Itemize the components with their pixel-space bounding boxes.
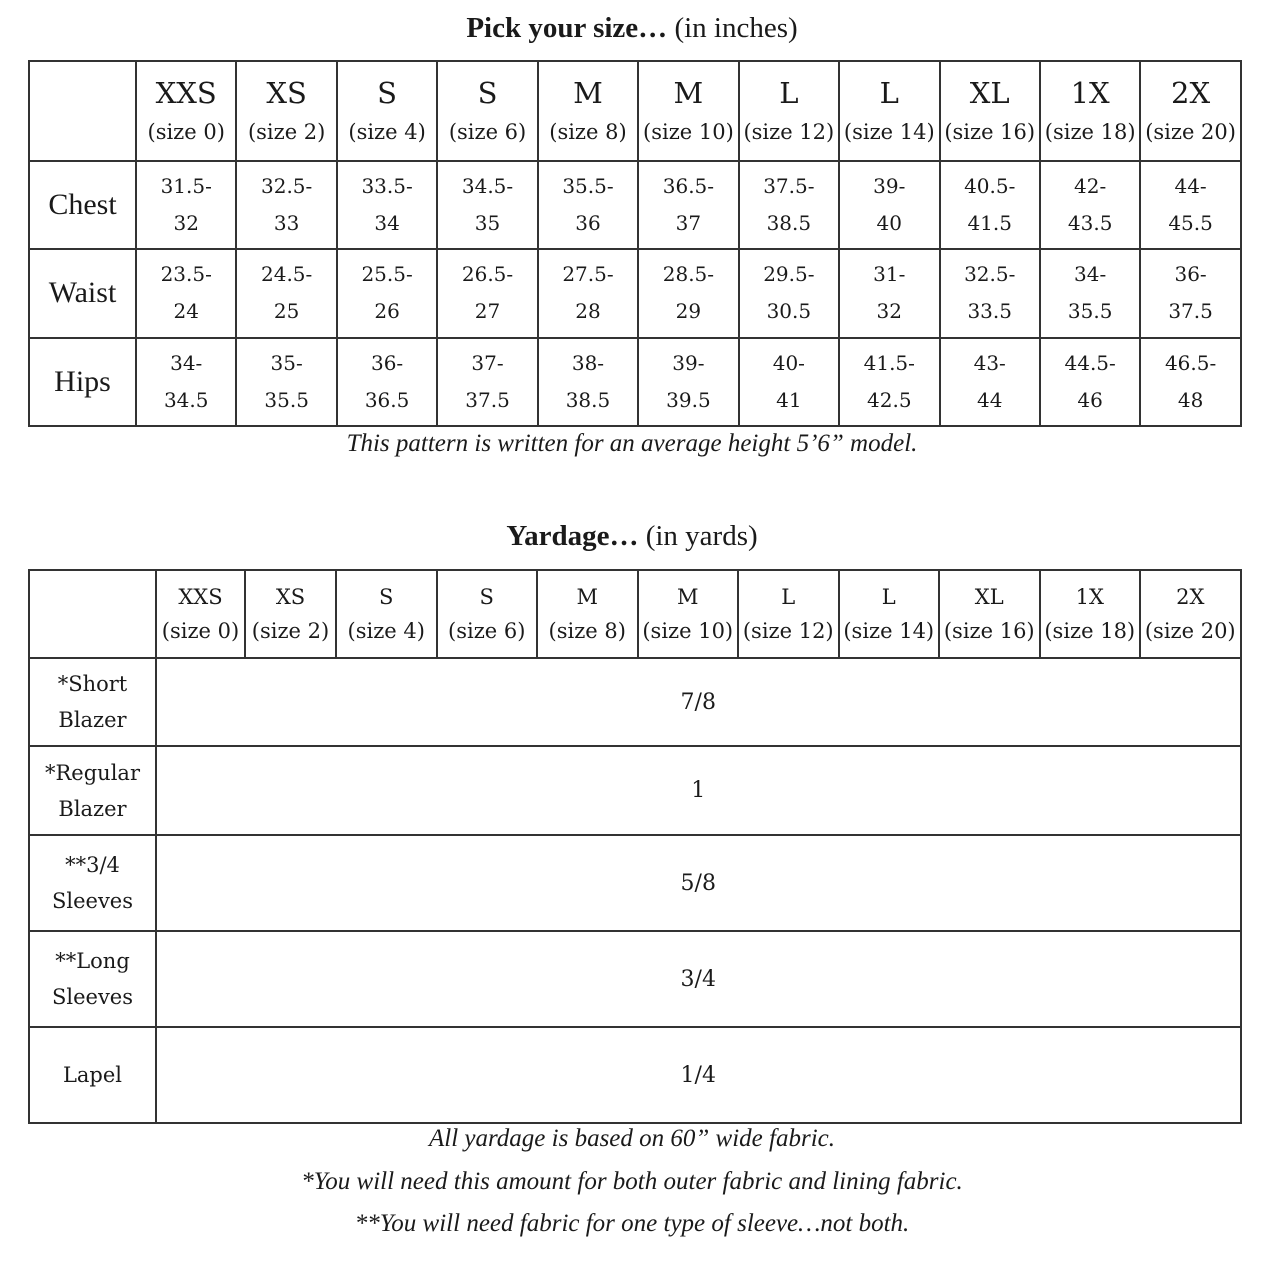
measurement-cell [337, 161, 437, 249]
size-column-header [136, 61, 236, 161]
measurement-value-line: 41.5- [863, 350, 915, 375]
yardage-row [29, 746, 1241, 835]
size-number: (size 8) [548, 619, 626, 643]
measurement-cell [940, 249, 1040, 337]
measurement-row [29, 161, 1241, 249]
yardage-row [29, 658, 1241, 746]
size-number: (size 6) [448, 120, 527, 144]
measurement-cell [1040, 249, 1140, 337]
size-column-header [437, 61, 537, 161]
yardage-item-label-line: *Regular [45, 760, 140, 785]
measurement-cell [1040, 161, 1140, 249]
measurement-value-line: 37.5 [465, 387, 510, 412]
size-number: (size 18) [1044, 120, 1136, 144]
measurement-value-line: 44- [1174, 174, 1207, 199]
size-number: (size 12) [743, 120, 835, 144]
size-column-header [236, 61, 336, 161]
measurement-value-line: 29.5- [763, 262, 815, 287]
size-column-header [538, 61, 638, 161]
measurement-value-line: 41 [776, 387, 802, 412]
size-label: M [573, 76, 603, 110]
size-label: XL [969, 76, 1010, 110]
size-number: (size 16) [943, 619, 1035, 643]
measurement-value-line: 30.5 [766, 299, 812, 324]
measurement-value-line: 35- [270, 350, 303, 375]
measurement-cell [638, 161, 738, 249]
size-number: (size 16) [944, 120, 1036, 144]
measurement-label: Chest [29, 161, 136, 249]
measurement-value-line: 43- [973, 350, 1006, 375]
size-number: (size 2) [247, 120, 326, 144]
size-column-header [839, 61, 939, 161]
yardage-column-header [437, 570, 538, 658]
measurement-value-line: 40- [772, 350, 805, 375]
measurement-value-line: 48 [1177, 387, 1204, 412]
size-label: XXS [178, 585, 223, 609]
yardage-column-header [738, 570, 839, 658]
yardage-column-header [839, 570, 940, 658]
measurement-value-line: 27.5- [562, 262, 614, 287]
yardage-column-header [638, 570, 739, 658]
measurement-value-line: 32.5- [261, 174, 313, 199]
yardage-column-header [939, 570, 1040, 658]
measurement-value-line: 39- [672, 350, 705, 375]
yardage-item-label-line: **Long [55, 949, 130, 973]
measurement-value-line: 36- [1174, 262, 1207, 287]
yardage-item-label-line: Sleeves [51, 985, 134, 1009]
yardage-item-label-line: Blazer [58, 708, 127, 732]
measurement-cell [136, 338, 236, 426]
yardage-item-label [29, 658, 156, 746]
measurement-cell [437, 161, 537, 249]
measurement-value-line: 32 [173, 211, 199, 236]
size-chart-note: This pattern is written for an average height 5’6” model. [346, 430, 918, 457]
yardage-header-row [29, 570, 1241, 658]
yardage-row [29, 931, 1241, 1027]
measurement-cell [839, 161, 939, 249]
measurement-value-line: 35.5- [562, 174, 614, 199]
size-number: (size 8) [549, 120, 627, 144]
measurement-value-line: 38- [571, 350, 605, 375]
yardage-column-header [245, 570, 336, 658]
measurement-value-line: 42- [1074, 174, 1107, 199]
measurement-value-line: 34.5 [163, 387, 209, 412]
measurement-value-line: 39.5 [666, 387, 711, 412]
measurement-cell [1140, 249, 1240, 337]
yardage-value: 1/4 [156, 1027, 1241, 1123]
size-label: 1X [1075, 585, 1104, 609]
yardage-item-label-line: Sleeves [51, 889, 134, 913]
yardage-value: 5/8 [156, 835, 1241, 931]
measurement-cell [337, 249, 437, 337]
yardage-item-label [29, 746, 156, 835]
size-label: 2X [1171, 76, 1211, 110]
size-label: M [676, 585, 699, 609]
size-label: XXS [155, 76, 217, 110]
size-number: (size 12) [742, 619, 834, 643]
measurement-cell [940, 161, 1040, 249]
measurement-value-line: 25 [273, 299, 300, 324]
yardage-column-header [156, 570, 245, 658]
size-number: (size 0) [161, 619, 240, 643]
measurement-value-line: 23.5- [160, 262, 212, 287]
measurement-cell [437, 338, 537, 426]
measurement-value-line: 35.5 [264, 387, 309, 412]
size-chart-title-unit: (in inches) [667, 12, 798, 44]
yardage-chart-title-bold: Yardage… [506, 520, 639, 552]
yardage-item-label-line: Blazer [58, 796, 127, 821]
size-number: (size 14) [843, 120, 935, 144]
measurement-cell [638, 249, 738, 337]
measurement-cell [739, 338, 839, 426]
measurement-cell [1040, 338, 1140, 426]
measurement-label: Hips [29, 338, 136, 426]
size-number: (size 6) [448, 619, 526, 643]
measurement-cell [136, 249, 236, 337]
measurement-cell [236, 161, 336, 249]
measurement-value-line: 44 [976, 387, 1003, 412]
measurement-value-line: 40 [876, 211, 902, 236]
yardage-chart-title [0, 520, 1264, 553]
measurement-value-line: 38.5 [766, 211, 812, 236]
measurement-cell [839, 338, 939, 426]
measurement-value-line: 42.5 [867, 387, 912, 412]
size-number: (size 10) [642, 619, 734, 643]
size-chart-title [0, 12, 1264, 45]
size-label: L [779, 76, 799, 110]
measurement-cell [839, 249, 939, 337]
size-number: (size 14) [843, 619, 935, 643]
measurement-value-line: 38.5 [565, 387, 611, 412]
measurement-row [29, 338, 1241, 426]
yardage-column-header [336, 570, 437, 658]
measurement-value-line: 31.5- [160, 174, 212, 199]
measurement-value-line: 36.5 [364, 387, 410, 412]
measurement-value-line: 31- [873, 262, 906, 287]
size-label: S [379, 585, 394, 609]
measurement-cell [538, 249, 638, 337]
measurement-value-line: 46.5- [1164, 350, 1217, 375]
yardage-column-header [1140, 570, 1241, 658]
size-number: (size 10) [643, 120, 734, 144]
measurement-value-line: 29 [675, 299, 702, 324]
measurement-cell [638, 338, 738, 426]
corner-cell [29, 61, 136, 161]
size-label: L [781, 585, 796, 609]
yardage-row [29, 1027, 1241, 1123]
size-label: XL [974, 585, 1004, 609]
size-label: S [477, 76, 498, 110]
size-label: L [881, 585, 896, 609]
measurement-cell [236, 249, 336, 337]
measurement-row [29, 249, 1241, 337]
yardage-column-header [537, 570, 638, 658]
measurement-label: Waist [29, 249, 136, 337]
size-label: S [479, 585, 494, 609]
size-column-header [337, 61, 437, 161]
measurement-cell [940, 338, 1040, 426]
measurement-value-line: 28 [575, 299, 601, 324]
measurement-value-line: 44.5- [1064, 350, 1116, 375]
measurement-value-line: 24 [173, 299, 199, 324]
measurement-value-line: 24.5- [261, 262, 313, 287]
size-label: M [576, 585, 598, 609]
yardage-value: 7/8 [156, 658, 1241, 746]
corner-cell [29, 570, 156, 658]
measurement-value-line: 37 [675, 211, 702, 236]
yardage-value: 1 [156, 746, 1241, 835]
measurement-cell [538, 161, 638, 249]
measurement-value-line: 45.5 [1168, 211, 1213, 236]
measurement-value-line: 34 [374, 211, 400, 236]
size-label: M [673, 76, 704, 110]
yardage-item-label-line: **3/4 [65, 853, 120, 877]
measurement-value-line: 36.5- [662, 174, 715, 199]
measurement-value-line: 34.5- [461, 174, 514, 199]
size-column-header [739, 61, 839, 161]
size-chart-title-bold: Pick your size… [466, 12, 668, 44]
measurement-value-line: 37.5 [1168, 299, 1213, 324]
measurement-cell [236, 338, 336, 426]
size-label: 1X [1070, 76, 1110, 110]
measurement-value-line: 26 [374, 299, 400, 324]
measurement-cell [1140, 161, 1240, 249]
yardage-item-label [29, 1027, 156, 1123]
size-number: (size 20) [1144, 619, 1236, 643]
yardage-item-label-line: *Short [57, 672, 128, 696]
yardage-row [29, 835, 1241, 931]
measurement-value-line: 46 [1077, 387, 1103, 412]
measurement-cell [538, 338, 638, 426]
size-column-header [940, 61, 1040, 161]
yardage-column-header [1040, 570, 1141, 658]
yardage-note-fabric-width: All yardage is based on 60” wide fabric. [429, 1125, 835, 1152]
measurement-value-line: 36 [575, 211, 601, 236]
measurement-value-line: 32.5- [964, 262, 1016, 287]
size-label: S [377, 76, 398, 110]
yardage-note-lining: *You will need this amount for both outer fabric and lining fabric. [301, 1168, 963, 1195]
measurement-value-line: 35 [474, 211, 501, 236]
size-number: (size 0) [147, 120, 225, 144]
measurement-cell [1140, 338, 1240, 426]
size-number: (size 4) [347, 619, 425, 643]
size-number: (size 18) [1044, 619, 1136, 643]
measurement-value-line: 35.5 [1067, 299, 1113, 324]
measurement-cell [739, 249, 839, 337]
measurement-value-line: 37- [471, 350, 504, 375]
yardage-item-label-line: Lapel [62, 1063, 123, 1087]
yardage-item-label [29, 835, 156, 931]
measurement-cell [136, 161, 236, 249]
measurement-value-line: 27 [474, 299, 501, 324]
yardage-chart-title-unit: (in yards) [638, 520, 758, 552]
size-chart-table [28, 60, 1242, 427]
measurement-value-line: 25.5- [361, 262, 413, 287]
measurement-cell [739, 161, 839, 249]
measurement-value-line: 33 [273, 211, 300, 236]
measurement-value-line: 37.5- [763, 174, 815, 199]
yardage-note-sleeve: **You will need fabric for one type of sleeve…not both. [354, 1210, 910, 1237]
size-column-header [1040, 61, 1140, 161]
size-label: L [879, 76, 899, 110]
measurement-cell [337, 338, 437, 426]
yardage-chart-table [28, 569, 1242, 1124]
measurement-value-line: 33.5 [967, 299, 1012, 324]
size-label: XS [266, 76, 307, 110]
size-label: 2X [1176, 585, 1205, 609]
size-number: (size 2) [251, 619, 330, 643]
measurement-value-line: 34- [170, 350, 203, 375]
yardage-item-label [29, 931, 156, 1027]
size-column-header [638, 61, 738, 161]
size-label: XS [275, 585, 306, 609]
size-column-header [1140, 61, 1240, 161]
measurement-value-line: 34- [1074, 262, 1107, 287]
measurement-value-line: 40.5- [964, 174, 1016, 199]
measurement-value-line: 39- [873, 174, 906, 199]
yardage-value: 3/4 [156, 931, 1241, 1027]
measurement-value-line: 33.5- [361, 174, 413, 199]
measurement-value-line: 26.5- [461, 262, 514, 287]
size-number: (size 20) [1145, 120, 1236, 144]
measurement-value-line: 41.5 [967, 211, 1012, 236]
measurement-value-line: 32 [876, 299, 902, 324]
measurement-cell [437, 249, 537, 337]
size-number: (size 4) [348, 120, 426, 144]
measurement-value-line: 43.5 [1067, 211, 1113, 236]
size-header-row [29, 61, 1241, 161]
measurement-value-line: 28.5- [662, 262, 715, 287]
measurement-value-line: 36- [370, 350, 404, 375]
